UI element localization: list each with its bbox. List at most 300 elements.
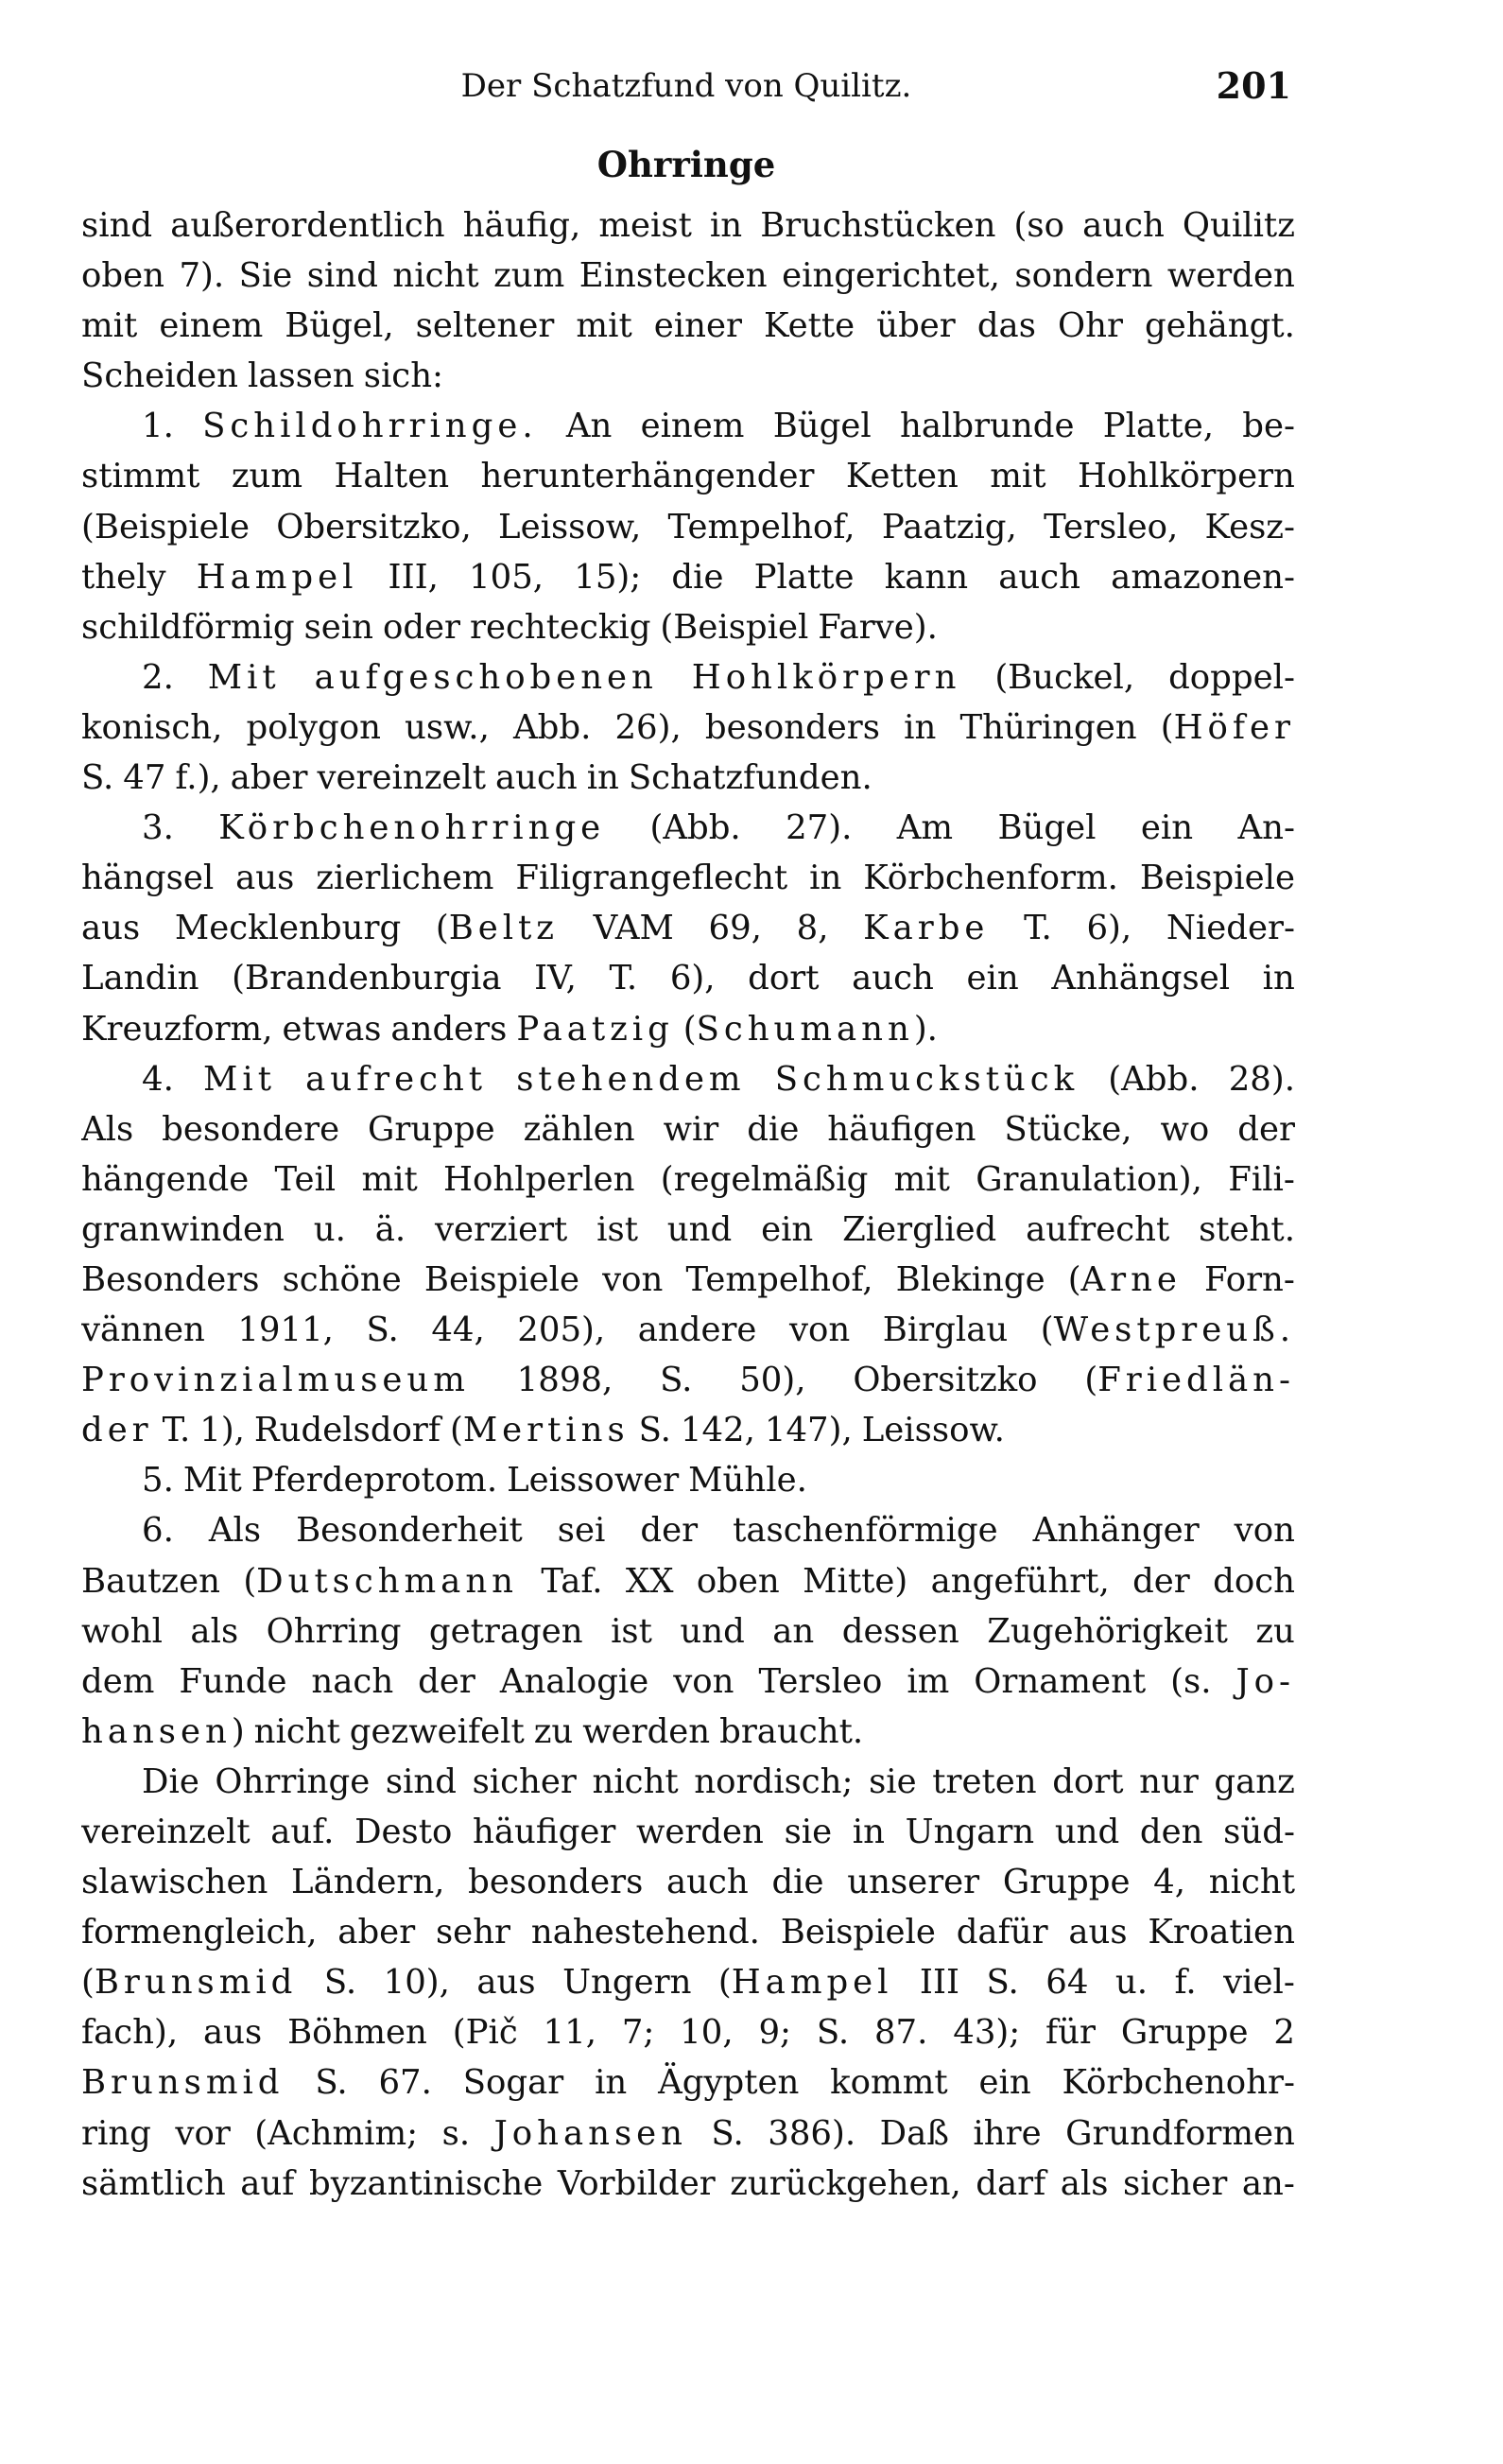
word: 1),: [199, 1411, 245, 1450]
word: S.: [366, 1310, 399, 1350]
word: braucht.: [719, 1711, 864, 1751]
word: 87.: [873, 2013, 928, 2053]
word: Taf.: [541, 1561, 603, 1601]
text-line: [81, 1757, 1295, 1807]
word: Bügel,: [285, 306, 394, 346]
word: Als: [208, 1511, 262, 1551]
word: sie: [784, 1813, 833, 1851]
word: S.: [660, 1361, 693, 1400]
word: auch: [665, 1863, 749, 1902]
word: Analogie: [499, 1661, 649, 1701]
word: sind: [385, 1761, 458, 1801]
word: nur: [1139, 1761, 1199, 1801]
word: aufrecht: [305, 1059, 488, 1099]
word: Leissow.: [861, 1411, 1005, 1450]
word: Obersitzko: [853, 1361, 1038, 1400]
word: vereinzelt: [317, 758, 487, 798]
text-line: [81, 803, 1295, 853]
word: Schmuckstück: [774, 1059, 1080, 1099]
word: 50),: [739, 1361, 806, 1400]
word: Vorbilder: [557, 2163, 716, 2203]
word: 105,: [469, 557, 544, 597]
word: Hohlperlen: [443, 1159, 635, 1199]
word: Grundformen: [1065, 2113, 1295, 2153]
word: der: [1132, 1561, 1190, 1601]
word: auch: [852, 959, 934, 998]
word: Karbe: [863, 909, 990, 948]
text-line: [81, 301, 1295, 351]
word: das: [976, 306, 1036, 346]
word: sämtlich: [81, 2163, 226, 2203]
word: Einstecken: [579, 256, 768, 296]
word: der: [81, 1411, 153, 1450]
word: Paatzig,: [881, 507, 1017, 547]
word: Ungern: [562, 1963, 692, 2003]
word: und: [666, 1209, 733, 1249]
word: Mit: [203, 1059, 276, 1099]
word: Kroatien: [1148, 1913, 1295, 1952]
word: kann: [884, 557, 969, 597]
word: Anhänger: [1032, 1511, 1200, 1551]
text-line: [81, 652, 1295, 703]
word: unserer: [847, 1863, 980, 1902]
word: dem: [81, 1661, 155, 1701]
word: zum: [231, 457, 303, 496]
text-line: [81, 703, 1295, 753]
word: sicher: [1123, 2163, 1228, 2203]
word: 64: [1045, 1963, 1089, 2003]
word: polygon: [246, 707, 381, 747]
word: außerordentlich: [170, 206, 445, 245]
word: Halten: [334, 457, 450, 496]
word: 10,: [680, 2013, 734, 2053]
word: angeführt,: [930, 1561, 1110, 1601]
word: 6),: [1086, 909, 1132, 948]
word: darf: [976, 2163, 1046, 2203]
word: im: [907, 1661, 950, 1701]
word: 5.: [142, 1461, 174, 1501]
word: Obersitzko,: [276, 507, 472, 547]
word: einem: [159, 306, 264, 346]
word: Birglau: [882, 1310, 1009, 1350]
word: für: [1045, 2013, 1097, 2053]
word: Stücke,: [1004, 1109, 1132, 1149]
word: (Beltz: [435, 909, 559, 948]
word: Mühle.: [688, 1461, 807, 1501]
word: T.: [162, 1411, 191, 1450]
word: ihre: [973, 2113, 1042, 2153]
word: aus: [203, 2013, 263, 2053]
word: wir: [663, 1109, 719, 1149]
word: Funde: [179, 1661, 287, 1701]
word: dafür: [956, 1913, 1048, 1952]
word: hansen): [81, 1711, 245, 1751]
word: 7;: [621, 2013, 655, 2053]
word: Farve).: [818, 607, 938, 647]
word: (Friedlän-: [1084, 1361, 1295, 1400]
word: aus: [81, 909, 141, 948]
word: über: [876, 306, 956, 346]
word: S.: [638, 1411, 671, 1450]
word: werden: [1166, 256, 1295, 296]
word: granwinden: [81, 1209, 285, 1249]
word: Ohr: [1057, 306, 1123, 346]
word: f.: [1174, 1963, 1197, 2003]
word: mit: [990, 457, 1046, 496]
word: werden: [635, 1813, 764, 1851]
word: Sogar: [462, 2063, 564, 2103]
word: die: [671, 557, 724, 597]
word: Abb.: [512, 707, 592, 747]
word: oben: [81, 256, 164, 296]
word: ein: [1140, 808, 1194, 848]
text-line: [81, 2007, 1295, 2057]
word: die: [771, 1863, 824, 1902]
word: einer: [653, 306, 742, 346]
text-line: [81, 853, 1295, 903]
word: 6.: [142, 1511, 174, 1551]
word: kommt: [830, 2063, 948, 2103]
word: 1898,: [516, 1361, 613, 1400]
word: (Schumann).: [682, 1009, 938, 1049]
word: oder: [382, 607, 461, 647]
word: Thüringen: [959, 707, 1137, 747]
word: Pferdeprotom.: [250, 1461, 498, 1501]
word: auch: [998, 557, 1081, 597]
word: gehängt.: [1144, 306, 1295, 346]
word: 67.: [378, 2063, 432, 2103]
word: sondern: [1014, 256, 1153, 296]
word: Sie: [238, 256, 293, 296]
word: Ägypten: [658, 2063, 800, 2103]
word: Teil: [274, 1159, 337, 1199]
word: zum: [493, 256, 565, 296]
word: eingerichtet,: [782, 256, 1000, 296]
word: 1911,: [237, 1310, 334, 1350]
word: u.: [313, 1209, 346, 1249]
word: Rudelsdorf: [253, 1411, 441, 1450]
word: (Achmim;: [254, 2113, 419, 2153]
word: sehr: [435, 1913, 511, 1952]
word: stimmt: [81, 457, 200, 496]
word: Am: [896, 808, 954, 848]
word: 142,: [680, 1411, 755, 1450]
word: treten: [932, 1761, 1037, 1801]
word: 6),: [669, 959, 716, 998]
word: in: [595, 2063, 628, 2103]
word: T.: [609, 959, 638, 998]
word: vor: [175, 2113, 231, 2153]
word: Quilitz: [1182, 206, 1295, 245]
word: der: [418, 1661, 475, 1701]
word: wo: [1160, 1109, 1210, 1149]
word: aufrecht: [1026, 1209, 1170, 1249]
word: Kreuzform,: [81, 1009, 273, 1049]
word: u.: [1114, 1963, 1149, 2003]
word: konisch,: [81, 707, 223, 747]
word: nicht: [253, 1711, 340, 1751]
word: (so: [1013, 206, 1064, 245]
word: Körbchenohrringe: [218, 808, 606, 848]
word: ein: [761, 1209, 814, 1249]
word: zierlichem: [316, 859, 494, 898]
word: VAM: [593, 909, 674, 948]
word: f.),: [175, 758, 221, 798]
word: Beispiele: [423, 1259, 580, 1299]
word: der: [1237, 1109, 1295, 1149]
word: Ohrringe: [215, 1761, 371, 1801]
word: meist: [598, 206, 692, 245]
word: XX: [625, 1561, 674, 1601]
text-line: [81, 753, 1295, 803]
word: amazonen-: [1111, 557, 1295, 597]
word: III: [919, 1963, 959, 2003]
word: süd-: [1223, 1813, 1295, 1851]
word: s.: [441, 2113, 471, 2153]
word: häufiger: [473, 1813, 616, 1851]
word: Ungarn: [905, 1813, 1035, 1851]
word: verziert: [434, 1209, 568, 1249]
word: zurückgehen,: [730, 2163, 961, 2203]
word: Gruppe: [1120, 2013, 1249, 2053]
word: vännen: [81, 1310, 205, 1350]
word: S.: [816, 2013, 850, 2053]
word: anders: [390, 1009, 508, 1049]
text-line: [81, 502, 1295, 552]
text-line: [81, 602, 1295, 652]
word: Körbchenform.: [863, 859, 1118, 898]
word: Kesz-: [1204, 507, 1295, 547]
word: in: [709, 206, 743, 245]
word: doppel-: [1168, 657, 1295, 697]
word: S.: [315, 2063, 348, 2103]
word: 2.: [142, 657, 174, 697]
word: Bautzen: [81, 1561, 220, 1601]
word: Tempelhof,: [685, 1259, 873, 1299]
word: Tersleo: [758, 1661, 883, 1701]
word: (Brandenburgia: [232, 959, 502, 998]
word: aus: [476, 1963, 536, 2003]
word: (Hampel: [717, 1963, 893, 2003]
word: thely: [81, 557, 166, 597]
word: halbrunde: [899, 407, 1075, 446]
text-line: [81, 1104, 1295, 1154]
text-line: [81, 903, 1295, 953]
word: besondere: [162, 1109, 340, 1149]
word: doch: [1213, 1561, 1295, 1601]
word: dort: [1052, 1761, 1124, 1801]
word: Leissower: [507, 1461, 680, 1501]
word: Blekinge: [895, 1259, 1045, 1299]
word: Jo-: [1235, 1661, 1295, 1701]
word: in: [852, 1813, 886, 1851]
word: (Mertins: [449, 1411, 630, 1450]
word: 386).: [768, 2113, 856, 2153]
word: Schatzfunden.: [628, 758, 872, 798]
word: Kette: [764, 306, 855, 346]
word: werden: [582, 1711, 711, 1751]
text-line: [81, 1907, 1295, 1957]
word: 8,: [796, 909, 829, 948]
word: stehendem: [516, 1059, 746, 1099]
word: sein: [303, 607, 374, 647]
word: Platte: [753, 557, 855, 597]
word: mit: [361, 1159, 418, 1199]
text-line: [81, 2057, 1295, 2108]
word: in: [1262, 959, 1295, 998]
word: lassen: [247, 356, 354, 396]
word: (Dutschmann: [243, 1561, 518, 1601]
word: Tempelhof,: [667, 507, 855, 547]
word: einem: [640, 407, 745, 446]
word: Beispiele: [780, 1913, 936, 1952]
word: Als: [81, 1109, 134, 1149]
word: Besonders: [81, 1259, 260, 1299]
text-line: [81, 1807, 1295, 1857]
word: be-: [1242, 407, 1295, 446]
text-line: [81, 1606, 1295, 1657]
word: Filigrangeflecht: [515, 859, 788, 898]
word: 4,: [1153, 1863, 1186, 1902]
text-line: [81, 1455, 1295, 1505]
word: nordisch;: [694, 1761, 854, 1801]
running-header: [81, 62, 1291, 110]
word: 69,: [708, 909, 762, 948]
word: etwas: [282, 1009, 382, 1049]
word: Besonderheit: [296, 1511, 523, 1551]
word: usw.,: [405, 707, 490, 747]
word: 2: [1273, 2013, 1295, 2053]
word: in: [586, 758, 619, 798]
word: auf.: [270, 1813, 335, 1851]
word: (Beispiel: [660, 607, 809, 647]
word: T.: [1024, 909, 1052, 948]
word: 43);: [953, 2013, 1021, 2053]
word: Mecklenburg: [174, 909, 402, 948]
word: aus: [1068, 1913, 1128, 1952]
word: S.: [323, 1963, 357, 2003]
word: auf: [240, 2163, 295, 2203]
word: mit: [81, 306, 138, 346]
word: sich:: [363, 356, 444, 396]
word: (Abb.: [1108, 1059, 1200, 1099]
text-line: [81, 2108, 1295, 2159]
word: S.: [81, 758, 114, 798]
text-line: [81, 1255, 1295, 1305]
word: an: [772, 1611, 815, 1651]
word: Hohlkörpern: [1077, 457, 1295, 496]
word: und: [680, 1611, 745, 1651]
word: ein: [978, 2063, 1031, 2103]
text-line: [81, 1205, 1295, 1255]
word: Zierglied: [842, 1209, 997, 1249]
word: vereinzelt: [81, 1813, 250, 1851]
text-line: [81, 1556, 1295, 1606]
word: Die: [142, 1761, 199, 1801]
word: (Höfer: [1160, 707, 1295, 747]
text-line: [81, 200, 1295, 251]
word: Gruppe: [1002, 1863, 1131, 1902]
body-text: [81, 200, 1295, 2209]
word: III,: [388, 557, 439, 597]
word: Brunsmid: [81, 2063, 285, 2103]
word: Ländern,: [291, 1863, 445, 1902]
word: andere: [637, 1310, 757, 1350]
text-line: [81, 1405, 1295, 1455]
word: Böhmen: [287, 2013, 427, 2053]
word: (Abb.: [649, 808, 741, 848]
text-line: [81, 1054, 1295, 1104]
text-line: [81, 1505, 1295, 1555]
word: zu: [533, 1711, 574, 1751]
text-line: [81, 1154, 1295, 1205]
word: dessen: [841, 1611, 959, 1651]
word: nach: [311, 1661, 394, 1701]
word: häufig,: [462, 206, 581, 245]
word: hängsel: [81, 859, 215, 898]
text-line: [81, 251, 1295, 301]
word: (Buckel,: [994, 657, 1135, 697]
word: ein: [966, 959, 1019, 998]
word: Schildohrringe.: [202, 407, 538, 446]
word: in: [809, 859, 842, 898]
word: Körbchenohr-: [1062, 2063, 1295, 2103]
word: 26),: [614, 707, 682, 747]
word: Desto: [354, 1813, 453, 1851]
word: formengleich,: [81, 1913, 318, 1952]
word: auch: [1082, 206, 1165, 245]
word: von: [1234, 1511, 1295, 1551]
word: Bügel: [997, 808, 1097, 848]
word: taschenförmige: [733, 1511, 998, 1551]
word: Ohrring: [266, 1611, 402, 1651]
word: sind: [81, 206, 153, 245]
word: auch: [494, 758, 578, 798]
section-heading: Ohrringe: [596, 144, 776, 185]
word: 44,: [431, 1310, 485, 1350]
word: 15);: [574, 557, 642, 597]
word: ring: [81, 2113, 151, 2153]
text-line: [81, 1957, 1295, 2007]
word: Mit: [182, 1461, 242, 1501]
word: besonders: [468, 1863, 644, 1902]
running-title: Der Schatzfund von Quilitz.: [460, 67, 912, 105]
word: (s.: [1170, 1661, 1212, 1701]
word: (Brunsmid: [81, 1963, 298, 2003]
word: hängende: [81, 1159, 250, 1199]
text-line: [81, 552, 1295, 602]
word: byzantinische: [308, 2163, 544, 2203]
word: viel-: [1223, 1963, 1295, 2003]
word: seltener: [415, 306, 555, 346]
word: und: [1054, 1813, 1120, 1851]
word: (Pič: [452, 2013, 518, 2053]
word: besonders: [704, 707, 881, 747]
word: mit: [893, 1159, 950, 1199]
word: aufgeschobenen: [314, 657, 658, 697]
word: IV,: [534, 959, 577, 998]
word: Ornament: [974, 1661, 1147, 1701]
word: Bügel: [772, 407, 872, 446]
word: gezweifelt: [349, 1711, 525, 1751]
text-line: [81, 351, 1295, 401]
word: schöne: [282, 1259, 402, 1299]
word: ä.: [374, 1209, 406, 1249]
word: Forn-: [1204, 1259, 1295, 1299]
word: 7).: [179, 256, 225, 296]
word: 205),: [517, 1310, 606, 1350]
word: Hohlkörpern: [691, 657, 961, 697]
